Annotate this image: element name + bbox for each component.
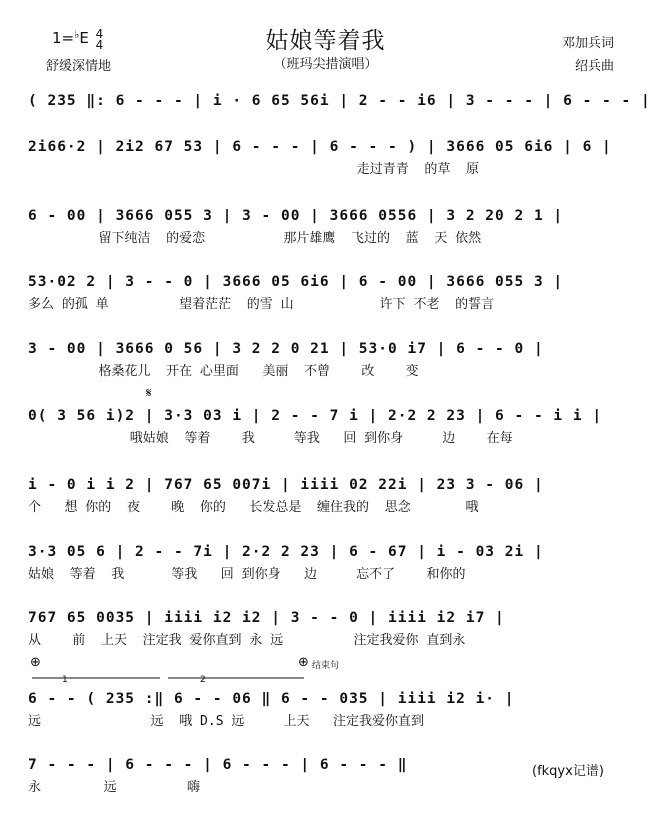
- composer: 绍兵曲: [575, 59, 615, 74]
- lyric-line: 永 远 嗨: [28, 780, 201, 795]
- flat-symbol: ♭: [74, 28, 80, 41]
- score-header: [0, 0, 651, 78]
- key-note: E: [79, 29, 89, 47]
- volta-brackets: [28, 672, 318, 684]
- lyric-line: 哦姑娘 等着 我 等我 回 到你身 边 在每: [28, 431, 513, 446]
- song-title: 姑娘等着我: [265, 28, 386, 54]
- notation-line: 3 - 00 | 3666 0 56 | 3 2 2 0 21 | 53·0 i7 | 6 - - 0 |: [28, 341, 544, 357]
- notation-line: 6 - 00 | 3666 055 3 | 3 - 00 | 3666 0556 | 3 2 20 2 1 |: [28, 208, 564, 224]
- notation-line: ( 235 ‖: 6 - - - | i · 6 65 56i | 2 - - i6 | 3 - - - | 6 - - - |: [28, 93, 651, 109]
- lyric-line: 留下纯洁 的爱恋 那片雄鹰 飞过的 蓝 天 依然: [28, 231, 482, 246]
- coda-mark: ⊕: [298, 655, 309, 670]
- notation-line: 53·02 2 | 3 - - 0 | 3666 05 6i6 | 6 - 00 | 3666 055 3 |: [28, 274, 564, 290]
- lyric-line: [28, 114, 626, 134]
- lyric-line: 走过青青 的草 原: [28, 162, 480, 177]
- notation-line: 7 - - - | 6 - - - | 6 - - - | 6 - - - ‖: [28, 757, 408, 773]
- tempo-mood: 舒缓深情地: [46, 59, 112, 74]
- notation-line: i - 0 i i 2 | 767 65 007i | iiii 02 22i | 23 3 - 06 |: [28, 477, 544, 493]
- notation-line: 6 - - ( 235 :‖ 6 - - 06 ‖ 6 - - 035 | iiii i2 i· |: [28, 691, 515, 707]
- lyric-line: 姑娘 等着 我 等我 回 到你身 边 忘不了 和你的: [28, 567, 466, 582]
- lyric-line: 从 前 上天 注定我 爱你直到 永 远 注定我爱你 直到永: [28, 633, 466, 648]
- performer-note: （班玛尖措演唱）: [273, 57, 378, 72]
- lyricist: 邓加兵词: [562, 36, 615, 51]
- lyric-line: 个 想 你的 夜 晚 你的 长发总是 缠住我的 思念 哦: [28, 500, 479, 515]
- notation-line: 767 65 0035 | iiii i2 i2 | 3 - - 0 | iiii i2 i7 |: [28, 610, 505, 626]
- lyric-line: 远 远 哦 D.S 远 上天 注定我爱你直到: [28, 714, 424, 729]
- notation-line: 2i66·2 | 2i2 67 53 | 6 - - - | 6 - - - ) | 3666 05 6i6 | 6 |: [28, 139, 612, 155]
- ending-label: 结束句: [312, 661, 340, 671]
- volta-2-label: 2: [200, 675, 206, 685]
- volta-1-label: 1: [62, 675, 68, 685]
- segno-mark: 𝄋: [146, 386, 152, 401]
- notation-line: 3·3 05 6 | 2 - - 7i | 2·2 2 23 | 6 - 67 | i - 03 2i |: [28, 544, 544, 560]
- lyric-line: 格桑花儿 开在 心里面 美丽 不曾 改 变: [28, 364, 419, 379]
- time-bottom: 4: [95, 38, 104, 52]
- notation-line: 0( 3 56 i)2 | 3·3 03 i | 2 - - 7 i | 2·2 2 23 | 6 - - i i |: [28, 408, 603, 424]
- key-prefix: 1=: [52, 29, 75, 47]
- time-top: 4: [95, 27, 104, 41]
- lyric-line: 多么 的孤 单 望着茫茫 的雪 山 许下 不老 的誓言: [28, 297, 495, 312]
- coda-mark: ⊕: [30, 655, 41, 670]
- transcriber-credit: (fkqyx记谱): [532, 764, 604, 779]
